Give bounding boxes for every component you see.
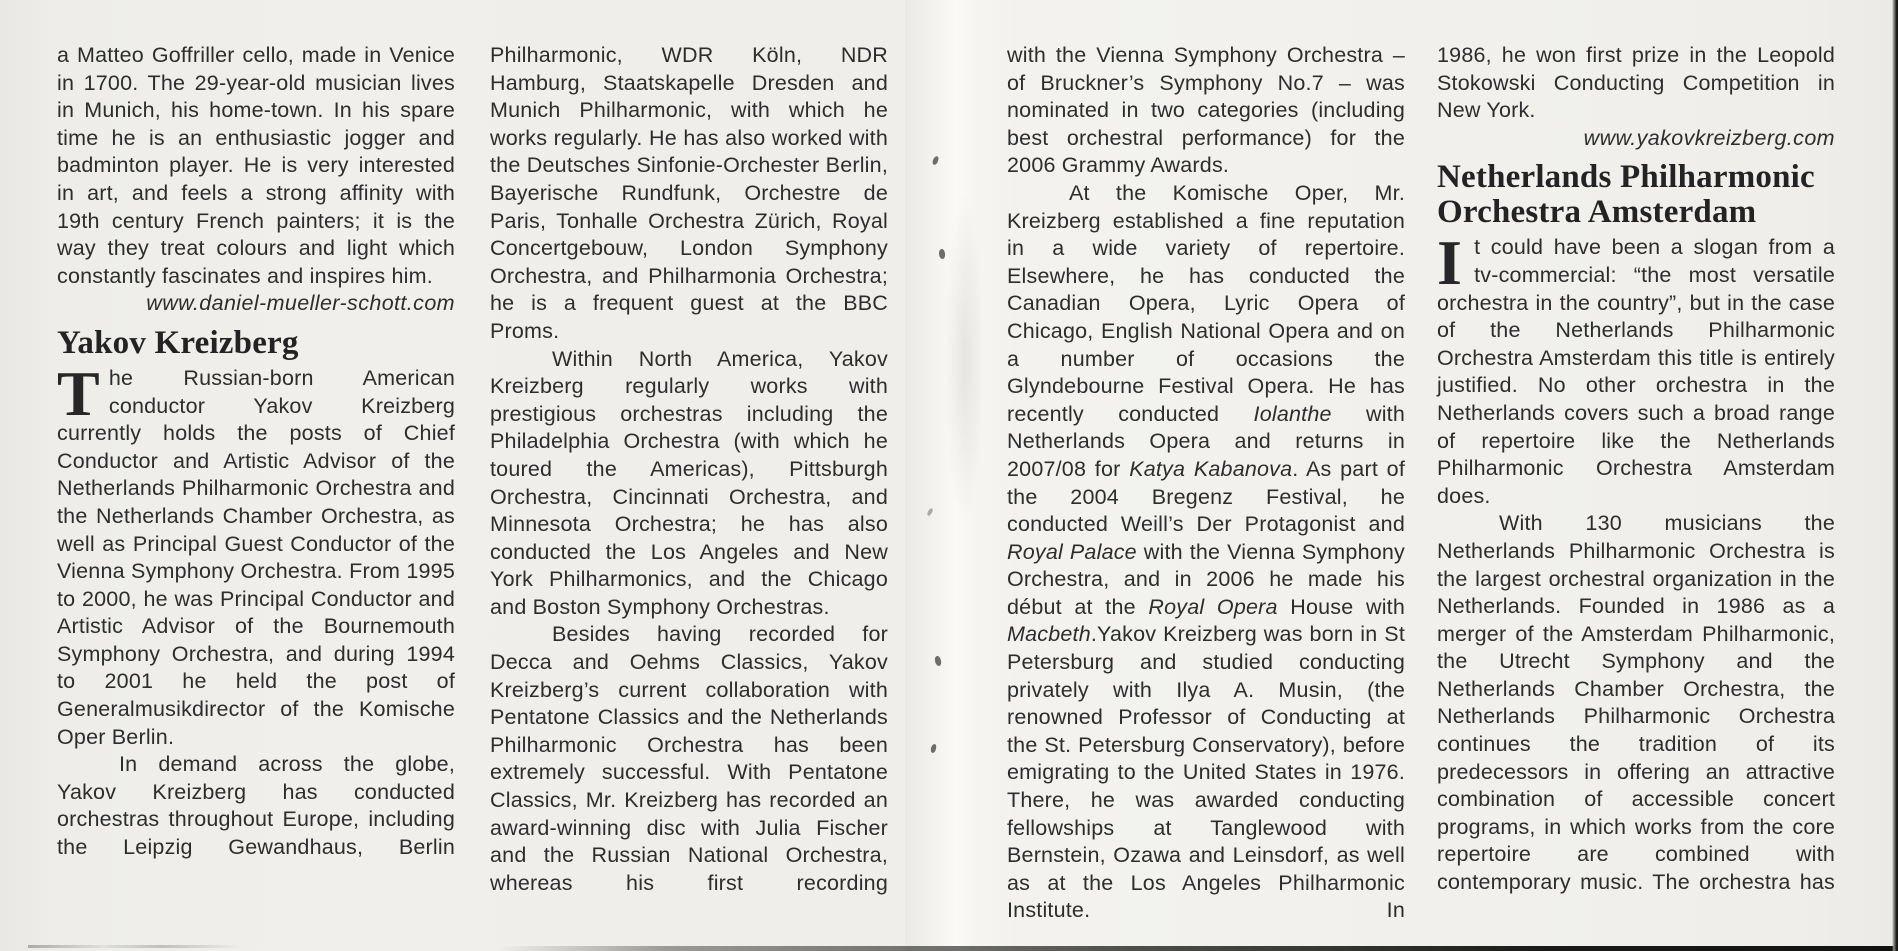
mueller-schott-website: www.daniel-mueller-schott.com [146,291,455,316]
text-column-4 [1437,42,1835,897]
grammy-paragraph: with the Vienna Symphony Orchestra – of Bruckner’s Symphony No.7 – was nominated in two categories (including best orchestral performance) for the 2006 Grammy Awards. [1007,43,1405,178]
slogan-text: t could have been a slogan from a tv-commercial: “the most versatile orchestra in the country”, but in the case of the Netherlands Philharmonic Orchestra Amsterdam this title is entirely justified. No other orchestra in the Netherlands covers such a broad range of repertoire like the Netherlands Philharmonic Orchestra Amsterdam does. [1437,235,1835,508]
opera-text-segment: with the Vienna Symphony Orchestra, and in 2006 he made his début at the [1007,539,1405,619]
scan-edge-right [1892,0,1898,951]
opera-text-segment: with Netherlands Opera and returns in 2007/08 for [1007,401,1405,481]
scan-smudge-bottom-left [28,945,243,948]
orchestras-paragraph: Philharmonic, WDR Köln, NDR Hamburg, Staatskapelle Dresden and Munich Philharmonic, with which he works regularly. He has also worked with the Deutsches Sinfonie-Orchester Berlin, Bayerische Rundfunk, Orchestre de Paris, Tonhalle Orchestra Zürich, Royal Concertgebouw, London Symphony Orchestra, and Philharmonia Orchestra; he is a frequent guest at the BBC Proms. [490,43,888,343]
prize-paragraph: 1986, he won first prize in the Leopold Stokowski Conducting Competition in New York. [1437,43,1835,123]
dropcap-i: I [1437,227,1463,299]
text-column-2 [490,42,888,897]
cello-paragraph: a Matteo Goffriller cello, made in Venice in 1700. The 29-year-old musician lives in Munich, his home-town. In his spare time he is an enthusiastic jogger and badminton player. He is very interested in art, and feels a strong affinity with 19th century French painters; it is the way they treat colours and light which constantly fascinates and inspires him. [57,43,455,288]
kreizberg-website: www.yakovkreizberg.com [1583,125,1835,150]
kreizberg-bio-paragraph [57,357,455,751]
opera-title-katya-kabanova: Katya Kabanova [1129,456,1293,481]
recordings-paragraph: Besides having recorded for Decca and Oehms Classics, Yakov Kreizberg’s current collaboration with Pentatone Classics and the Netherlands Philharmonic Orchestra has been extremely successful. With Pentatone Classics, Mr. Kreizberg has recorded an award-winning disc with Julia Fischer and the Russian National Orchestra, whereas his first recording [490,622,888,895]
opera-title-iolanthe: Iolanthe [1253,401,1332,426]
north-america-paragraph: Within North America, Yakov Kreizberg regularly works with prestigious orchestras including the Philadelphia Orchestra (with which he toured the Americas), Pittsburgh Orchestra, Cincinnati Orchestra, and Minnesota Orchestra; he has also conducted the Los Angeles and New York Philharmonics, and the Chicago and Boston Symphony Orchestras. [490,346,888,619]
scan-edge-bottom [498,946,1898,951]
opera-title-macbeth: Macbeth [1007,622,1091,647]
opera-title-royal-opera: Royal Opera [1148,594,1278,619]
opera-paragraph [1007,180,1405,925]
opera-title-royal-palace: Royal Palace [1007,539,1137,564]
text-column-1 [57,42,455,862]
musicians-paragraph: With 130 musicians the Netherlands Philharmonic Orchestra is the largest orchestral organization in the Netherlands. Founded in 1986 as a merger of the Amsterdam Philharmonic, the Utrecht Symphony and the Netherlands Chamber Orchestra, the Netherlands Philharmonic Orchestra continues the tradition of its predecessors in offering an attractive combination of accessible concert programs, in which works from the core repertoire are combined with contemporary music. The orchestra has [1437,511,1835,895]
globe-paragraph: In demand across the globe, Yakov Kreizberg has conducted orchestras throughout Europe, including the Leipzig Gewandhaus, Berlin [57,752,455,860]
netherlands-philharmonic-heading: Netherlands Philharmonic Orchestra Amsterdam [1437,159,1815,231]
kreizberg-heading: Yakov Kreizberg [57,324,299,361]
kreizberg-bio-text: he Russian-born American conductor Yakov Kreizberg currently holds the posts of Chief Conductor and Artistic Advisor of the Netherlands Philharmonic Orchestra and the Netherlands Chamber Orchestra, as well as Principal Guest Conductor of the Vienna Symphony Orchestra. From 1995 to 2000, he was Principal Conductor and Artistic Advisor of the Bournemouth Symphony Orchestra, and during 1994 to 2001 he held the post of Generalmusikdirector of the Komische Oper Berlin. [57,365,455,749]
opera-text-segment: .Yakov Kreizberg was born in St Petersburg and studied conducting privately with Ilya A. Musin, (the renowned Professor of Conducting at the St. Petersburg Conservatory), before emigrating to the United States in 1976. There, he was awarded conducting fellowships at Tanglewood with Bernstein, Ozawa and Leinsdorf, as well as at the Los Angeles Philharmonic Institute. In [1007,622,1405,923]
text-column-3 [1007,42,1405,925]
dropcap-t: T [57,357,100,429]
opera-text-segment: . As part of the 2004 Bregenz Festival, he conducted Weill’s Der Protagonist and [1007,456,1406,537]
opera-text-segment: At the Komische Oper, Mr. Kreizberg established a fine reputation in a wide variety of repertoire. Elsewhere, he has conducted the Canadian Opera, Lyric Opera of Chicago, English National Opera and on a number of occasions the Glyndebourne Festival Opera. He has recently conducted [1007,180,1405,426]
fold-smudge [944,190,984,530]
opera-text-segment: House with [1277,594,1406,619]
slogan-paragraph [1437,227,1835,510]
